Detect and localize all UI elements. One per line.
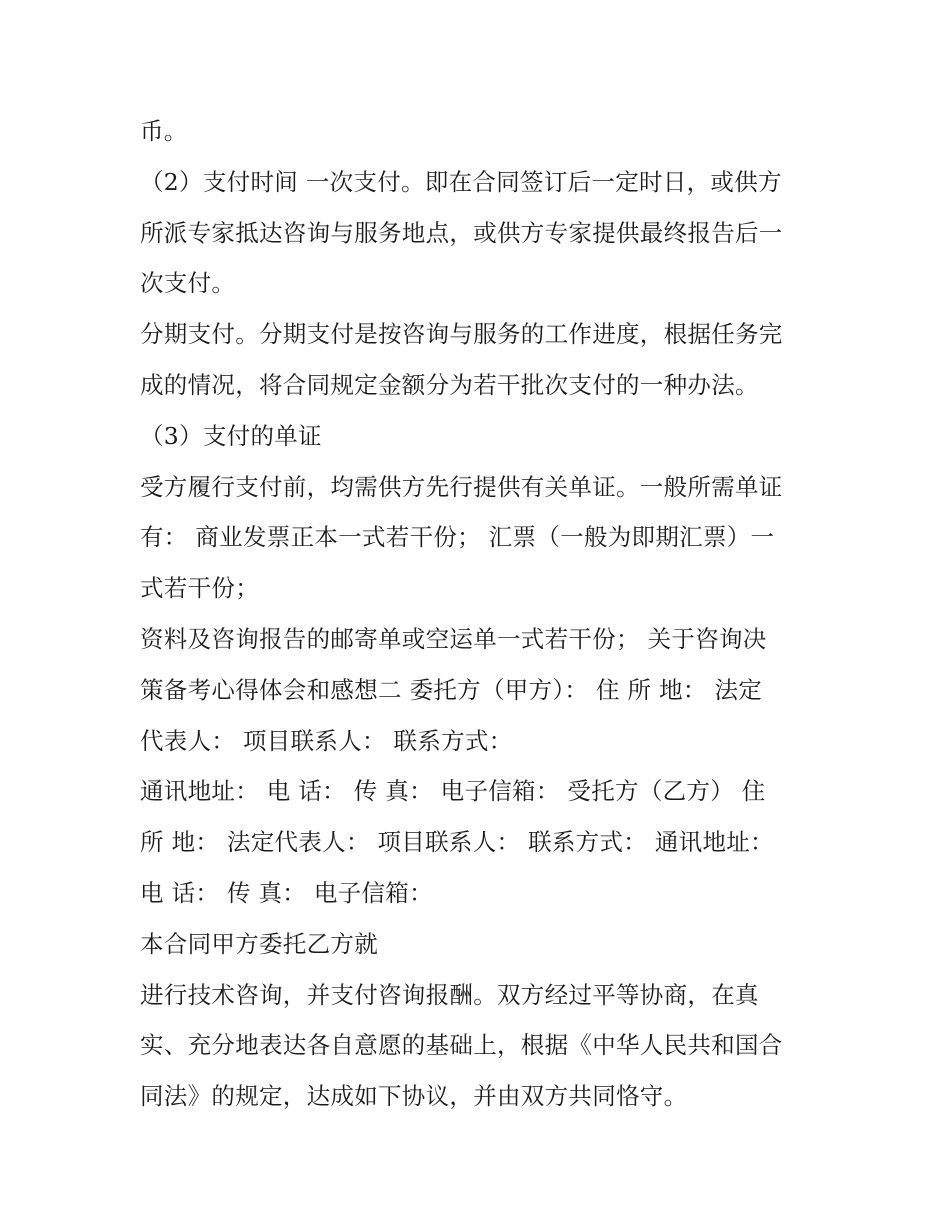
text-line-8: 受方履行支付前，均需供方先行提供有关单证。一般所需单证 [140, 472, 783, 501]
document-body [140, 106, 820, 1122]
text-line-16: 电 话： 传 真： 电子信箱： [140, 878, 433, 907]
text-line-2: （2）支付时间 一次支付。即在合同签订后一定时日，或供方 [140, 167, 782, 196]
text-line-1: 币。 [140, 117, 188, 145]
text-line-6: 成的情况，将合同规定金额分为若干批次支付的一种办法。 [140, 370, 759, 399]
text-line-7: （3）支付的单证 [140, 421, 322, 450]
text-line-10: 式若干份； [140, 574, 259, 603]
text-line-18: 进行技术咨询，并支付咨询报酬。双方经过平等协商，在真 [140, 980, 759, 1009]
text-line-14: 通讯地址： 电 话： 传 真： 电子信箱： 受托方（乙方） 住 [140, 777, 766, 806]
text-line-4: 次支付。 [140, 269, 236, 298]
text-line-5: 分期支付。分期支付是按咨询与服务的工作进度，根据任务完 [140, 320, 783, 349]
text-line-3: 所派专家抵达咨询与服务地点，或供方专家提供最终报告后一 [140, 218, 783, 247]
text-line-9: 有： 商业发票正本一式若干份； 汇票（一般为即期汇票）一 [140, 523, 775, 552]
text-line-19: 实、充分地表达各自意愿的基础上，根据《中华人民共和国合 [140, 1031, 783, 1060]
text-line-15: 所 地： 法定代表人： 项目联系人： 联系方式： 通讯地址： [140, 828, 774, 857]
text-line-20: 同法》的规定，达成如下协议，并由双方共同恪守。 [140, 1082, 688, 1111]
text-line-12: 策备考心得体会和感想二 委托方（甲方）： 住 所 地： 法定 [140, 675, 763, 704]
text-line-13: 代表人： 项目联系人： 联系方式： [140, 726, 513, 755]
text-line-11: 资料及咨询报告的邮寄单或空运单一式若干份； 关于咨询决 [140, 624, 767, 653]
text-line-17: 本合同甲方委托乙方就 [140, 929, 378, 958]
